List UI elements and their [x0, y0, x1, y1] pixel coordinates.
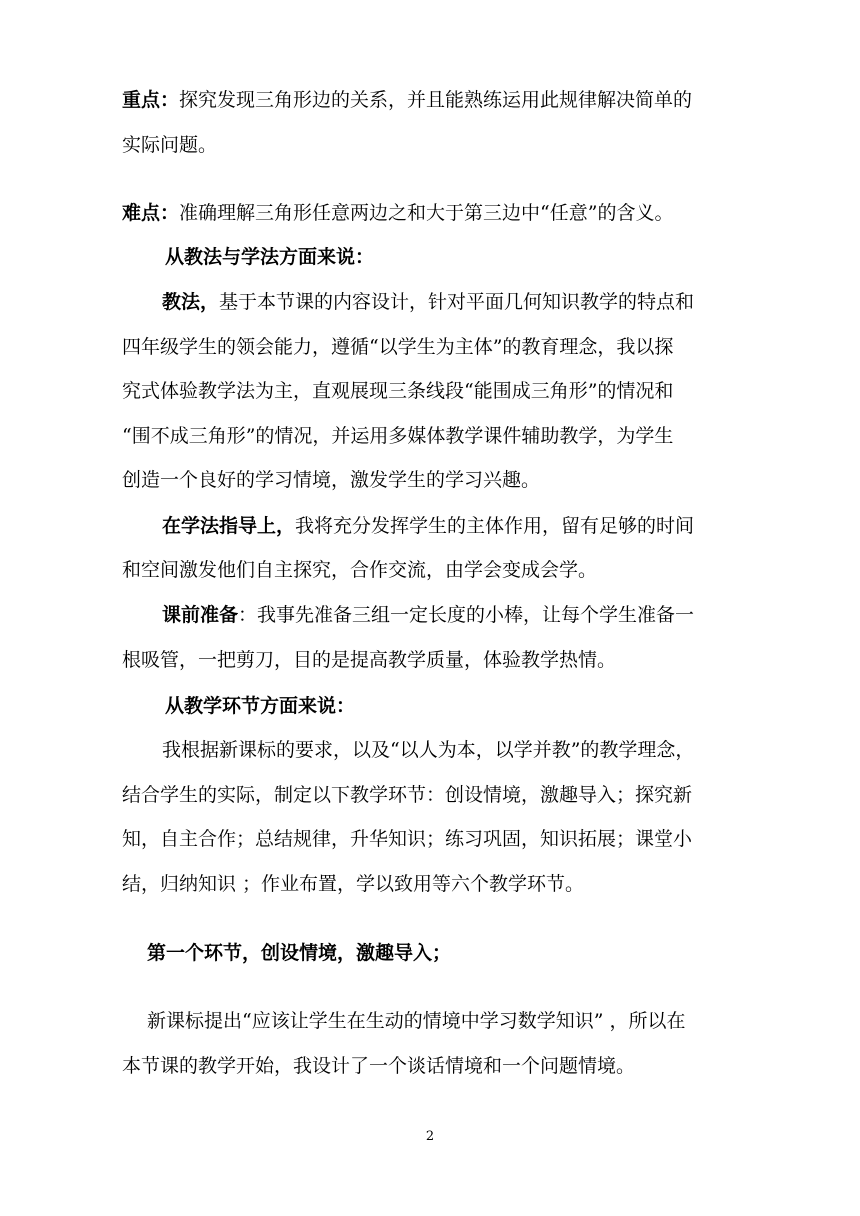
teaching-method-line-3: 究式体验教学法为主，直观展现三条线段“能围成三角形”的情况和 — [122, 380, 674, 402]
teaching-method-line-2: 四年级学生的领会能力，遵循“以学生为主体”的教育理念，我以探 — [122, 336, 674, 358]
page-number: 2 — [425, 1129, 435, 1144]
learning-method-label: 在学法指导上， — [162, 515, 296, 537]
difficulty-line — [122, 199, 860, 227]
steps-line-2: 结合学生的实际，制定以下教学环节：创设情境，激趣导入；探究新 — [122, 784, 693, 806]
difficulty-text: 准确理解三角形任意两边之和大于第三边中“任意”的含义。 — [179, 202, 674, 224]
key-point-text-1: 探究发现三角形边的关系，并且能熟练运用此规律解决简单的 — [179, 89, 693, 111]
first-step-heading: 第一个环节，创设情境，激趣导入； — [147, 942, 452, 964]
first-step-line-2: 本节课的教学开始，我设计了一个谈话情境和一个问题情境。 — [122, 1055, 636, 1077]
preparation-line-1: 课前准备：我事先准备三组一定长度的小棒，让每个学生准备一 — [162, 604, 695, 626]
preparation-line-2: 根吸管，一把剪刀，目的是提高教学质量，体验教学热情。 — [122, 649, 617, 671]
key-point-line-2: 实际问题。 — [122, 134, 218, 156]
steps-line-1: 我根据新课标的要求，以及“以人为本，以学并教”的教学理念， — [162, 739, 695, 761]
learning-method-line-2: 和空间激发他们自主探究，合作交流，由学会变成会学。 — [122, 559, 598, 581]
teaching-method-line-1: 教法，基于本节课的内容设计，针对平面几何知识教学的特点和 — [162, 291, 695, 313]
teaching-method-line-4: “围不成三角形”的情况，并运用多媒体教学课件辅助教学，为学生 — [122, 425, 674, 447]
key-point-label: 重点： — [122, 89, 180, 111]
preparation-label: 课前准备 — [162, 604, 239, 626]
first-step-line-1: 新课标提出“应该让学生在生动的情境中学习数学知识” ，所以在 — [147, 1010, 686, 1032]
teaching-method-line-5: 创造一个良好的学习情境，激发学生的学习兴趣。 — [122, 469, 541, 491]
steps-line-3: 知，自主合作；总结规律，升华知识；练习巩固，知识拓展；课堂小 — [122, 828, 693, 850]
heading-steps: 从教学环节方面来说： — [165, 695, 356, 717]
heading-methods: 从教法与学法方面来说： — [165, 246, 375, 268]
learning-method-line-1: 在学法指导上，我将充分发挥学生的主体作用，留有足够的时间 — [162, 515, 695, 537]
teaching-method-label: 教法， — [162, 291, 220, 313]
difficulty-label: 难点： — [122, 202, 180, 224]
steps-line-4: 结，归纳知识 ；作业布置，学以致用等六个教学环节。 — [122, 873, 585, 895]
key-point-line-1 — [122, 86, 860, 114]
